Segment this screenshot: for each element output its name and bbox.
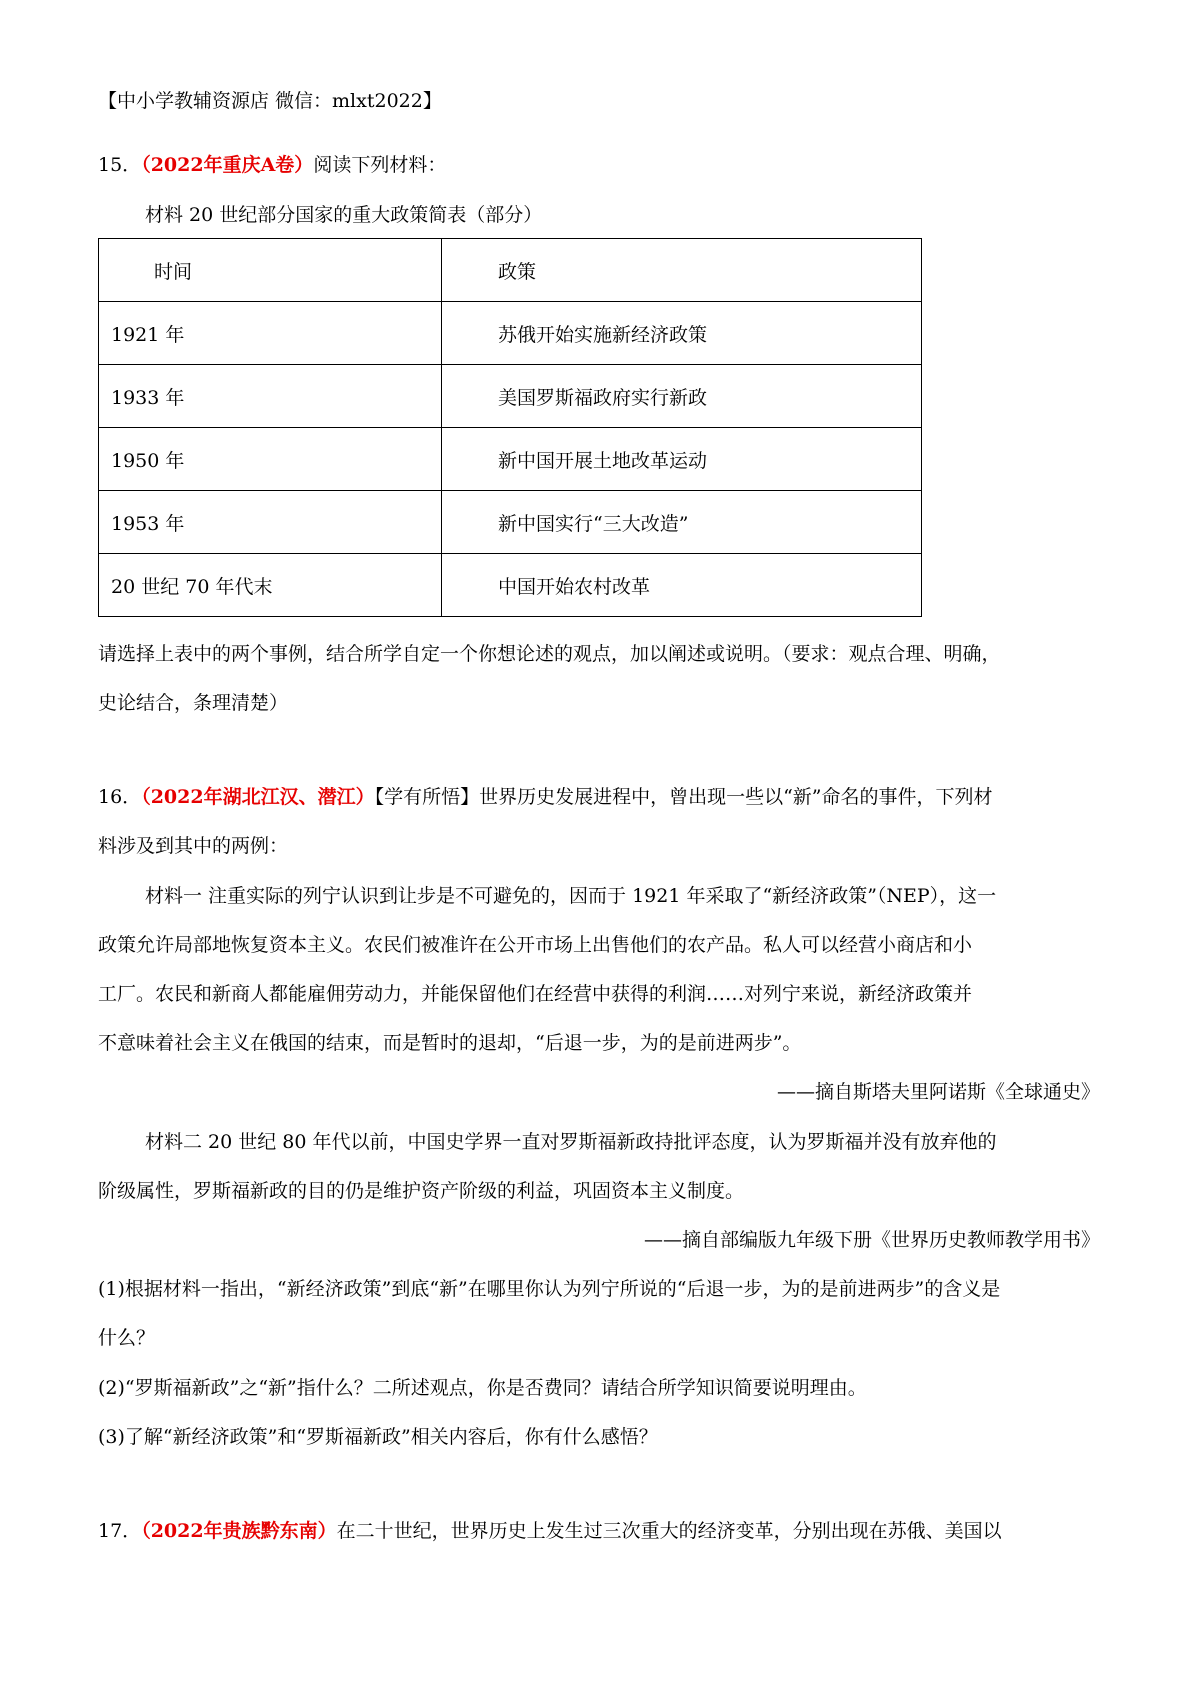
question-16-intro-line: 料涉及到其中的两例： xyxy=(98,835,289,857)
question-prompt: 阅读下列材料： xyxy=(313,154,447,176)
table-cell-year: 1950 年 xyxy=(99,428,442,491)
table-header-row xyxy=(99,239,922,302)
question-number: 15． xyxy=(98,154,142,176)
table-cell-year: 20 世纪 70 年代末 xyxy=(99,554,442,617)
question-15-text-line: 史论结合，条理清楚） xyxy=(98,692,289,714)
material-1-line: 材料一 注重实际的列宁认识到让步是不可避免的，因而于 1921 年采取了“新经济政策”（NEP），这一 xyxy=(145,885,997,907)
question-source: （2022年重庆A卷） xyxy=(141,154,314,176)
policy-table xyxy=(98,238,922,617)
material-1-line: 政策允许局部地恢复资本主义。农民们被准许在公开市场上出售他们的农产品。私人可以经营小商店和小 xyxy=(98,934,973,956)
sub-question-2: (2)“罗斯福新政”之“新”指什么？二所述观点，你是否费同？请结合所学知识简要说明理由。 xyxy=(98,1377,867,1399)
question-text: 在二十世纪，世界历史上发生过三次重大的经济变革，分别出现在苏俄、美国以 xyxy=(336,1520,1002,1542)
question-17-heading xyxy=(98,1518,1002,1544)
table-cell-policy: 新中国实行“三大改造” xyxy=(442,491,922,554)
page-header: 【中小学教辅资源店 微信：mlxt2022】 xyxy=(98,90,442,112)
question-source: （2022年湖北江汉、潜江） xyxy=(141,786,375,808)
question-number: 17． xyxy=(98,1520,142,1542)
question-number: 16． xyxy=(98,786,142,808)
material-1-line: 工厂。农民和新商人都能雇佣劳动力，并能保留他们在经营中获得的利润……对列宁来说，新经济政策并 xyxy=(98,983,973,1005)
table-cell-policy: 中国开始农村改革 xyxy=(442,554,922,617)
table-row xyxy=(99,554,922,617)
sub-question-3: (3)了解“新经济政策”和“罗斯福新政”相关内容后，你有什么感悟？ xyxy=(98,1426,658,1448)
question-15-text-line: 请选择上表中的两个事例，结合所学自定一个你想论述的观点，加以阐述或说明。（要求：观点合理、明确， xyxy=(98,643,1001,665)
table-row xyxy=(99,428,922,491)
table-cell-policy: 苏俄开始实施新经济政策 xyxy=(442,302,922,365)
table-cell-year: 1953 年 xyxy=(99,491,442,554)
table-row xyxy=(99,302,922,365)
table-cell-year: 1921 年 xyxy=(99,302,442,365)
material-1-source: ——摘自斯塔夫里阿诺斯《全球通史》 xyxy=(776,1081,1100,1103)
table-cell-policy: 美国罗斯福政府实行新政 xyxy=(442,365,922,428)
question-source: （2022年贵族黔东南） xyxy=(141,1520,337,1542)
table-header-cell: 政策 xyxy=(442,239,922,302)
table-cell-policy: 新中国开展土地改革运动 xyxy=(442,428,922,491)
question-15-heading xyxy=(98,152,446,178)
table-header-cell: 时间 xyxy=(99,239,442,302)
table-row xyxy=(99,365,922,428)
question-16-heading xyxy=(98,784,993,810)
question-intro: 【学有所悟】世界历史发展进程中，曾出现一些以“新”命名的事件，下列材 xyxy=(374,786,993,808)
sub-question-1-line: (1)根据材料一指出，“新经济政策”到底“新”在哪里你认为列宁所说的“后退一步，为的是前进两步”的含义是 xyxy=(98,1278,1001,1300)
material-1-line: 不意味着社会主义在俄国的结束，而是暂时的退却，“后退一步，为的是前进两步”。 xyxy=(98,1032,802,1054)
material-2-source: ——摘自部编版九年级下册《世界历史教师教学用书》 xyxy=(643,1229,1100,1251)
table-row xyxy=(99,491,922,554)
table-cell-year: 1933 年 xyxy=(99,365,442,428)
material-2-line: 材料二 20 世纪 80 年代以前，中国史学界一直对罗斯福新政持批评态度，认为罗斯福并没有放弃他的 xyxy=(145,1131,997,1153)
material-2-line: 阶级属性，罗斯福新政的目的仍是维护资产阶级的利益，巩固资本主义制度。 xyxy=(98,1180,745,1202)
sub-question-1-line: 什么？ xyxy=(98,1327,156,1349)
material-caption: 材料 20 世纪部分国家的重大政策简表（部分） xyxy=(145,204,543,226)
